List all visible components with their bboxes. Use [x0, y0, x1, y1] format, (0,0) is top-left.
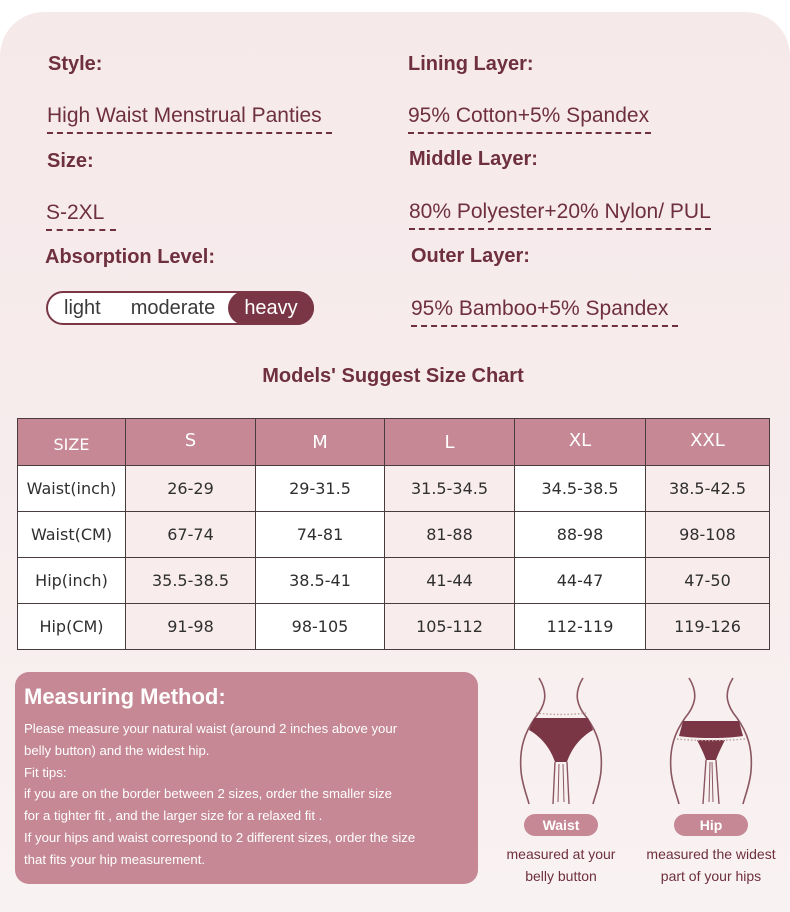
header-s: S: [126, 419, 256, 466]
table-cell: 38.5-41: [256, 558, 385, 604]
outer-layer-label: Outer Layer:: [411, 245, 530, 267]
table-cell: 31.5-34.5: [385, 466, 515, 512]
measuring-line: If your hips and waist correspond to 2 different sizes, order the size: [24, 829, 416, 845]
table-cell: 81-88: [385, 512, 515, 558]
size-chart-table: [17, 418, 770, 650]
measuring-line: if you are on the border between 2 sizes, order the smaller size: [24, 786, 392, 802]
style-label: Style:: [48, 53, 103, 75]
waist-label-pill: Waist: [524, 814, 598, 836]
middle-layer-label: Middle Layer:: [409, 148, 538, 170]
absorption-option-light: light: [64, 296, 101, 319]
table-row: [18, 558, 770, 604]
table-row: [18, 466, 770, 512]
hip-caption-line-1: measured the widest: [646, 846, 776, 862]
fit-tips-heading: Fit tips:: [24, 764, 67, 780]
middle-layer-value: 80% Polyester+20% Nylon/ PUL: [409, 200, 711, 230]
header-size: SIZE: [18, 419, 126, 466]
absorption-label: Absorption Level:: [45, 246, 216, 268]
table-cell: 44-47: [515, 558, 646, 604]
waist-caption-line-2: belly button: [525, 868, 597, 884]
waist-figure: [491, 676, 631, 887]
measuring-method-box: [15, 672, 478, 884]
table-cell: 26-29: [126, 466, 256, 512]
table-cell: 98-105: [256, 604, 385, 650]
absorption-option-moderate: moderate: [130, 296, 216, 319]
table-row: [18, 512, 770, 558]
lining-layer-value: 95% Cotton+5% Spandex: [408, 104, 651, 134]
table-cell: 29-31.5: [256, 466, 385, 512]
hip-caption-line-2: part of your hips: [660, 868, 762, 884]
table-cell: 98-108: [646, 512, 770, 558]
table-cell: 112-119: [515, 604, 646, 650]
lining-layer-label: Lining Layer:: [408, 53, 534, 75]
hip-figure: [641, 676, 781, 887]
waist-caption: [491, 843, 631, 887]
table-cell: 38.5-42.5: [646, 466, 770, 512]
measuring-line: that fits your hip measurement.: [24, 851, 206, 867]
table-cell: 47-50: [646, 558, 770, 604]
table-cell: 105-112: [385, 604, 515, 650]
table-cell: 91-98: [126, 604, 256, 650]
waist-caption-line-1: measured at your: [506, 846, 616, 862]
row-label: Waist(CM): [18, 512, 126, 558]
header-m: M: [256, 419, 385, 466]
absorption-option-heavy-selected: heavy: [228, 291, 314, 325]
measuring-line: Please measure your natural waist (around 2 inches above your: [24, 721, 398, 736]
header-xxl: XXL: [646, 419, 770, 466]
size-label: Size:: [47, 150, 94, 172]
table-cell: 41-44: [385, 558, 515, 604]
waist-body-illustration-icon: [511, 676, 611, 806]
row-label: Hip(inch): [18, 558, 126, 604]
header-xl: XL: [515, 419, 646, 466]
hip-caption: [641, 843, 781, 887]
hip-label-pill: Hip: [674, 814, 748, 836]
size-value: S-2XL: [46, 201, 116, 231]
table-cell: 34.5-38.5: [515, 466, 646, 512]
table-cell: 119-126: [646, 604, 770, 650]
header-l: L: [385, 419, 515, 466]
absorption-level-selector: [46, 291, 314, 325]
table-cell: 67-74: [126, 512, 256, 558]
table-row: [18, 604, 770, 650]
hip-body-illustration-icon: [661, 676, 761, 806]
row-label: Hip(CM): [18, 604, 126, 650]
table-cell: 74-81: [256, 512, 385, 558]
style-value: High Waist Menstrual Panties: [47, 104, 332, 134]
table-cell: 35.5-38.5: [126, 558, 256, 604]
row-label: Waist(inch): [18, 466, 126, 512]
table-header-row: [18, 419, 770, 466]
measuring-line: belly button) and the widest hip.: [24, 742, 210, 758]
outer-layer-value: 95% Bamboo+5% Spandex: [411, 297, 678, 327]
size-chart-title: Models' Suggest Size Chart: [262, 365, 524, 387]
table-cell: 88-98: [515, 512, 646, 558]
measuring-line: for a tighter fit , and the larger size for a relaxed fit .: [24, 808, 323, 824]
measuring-method-title: Measuring Method:: [24, 684, 226, 709]
